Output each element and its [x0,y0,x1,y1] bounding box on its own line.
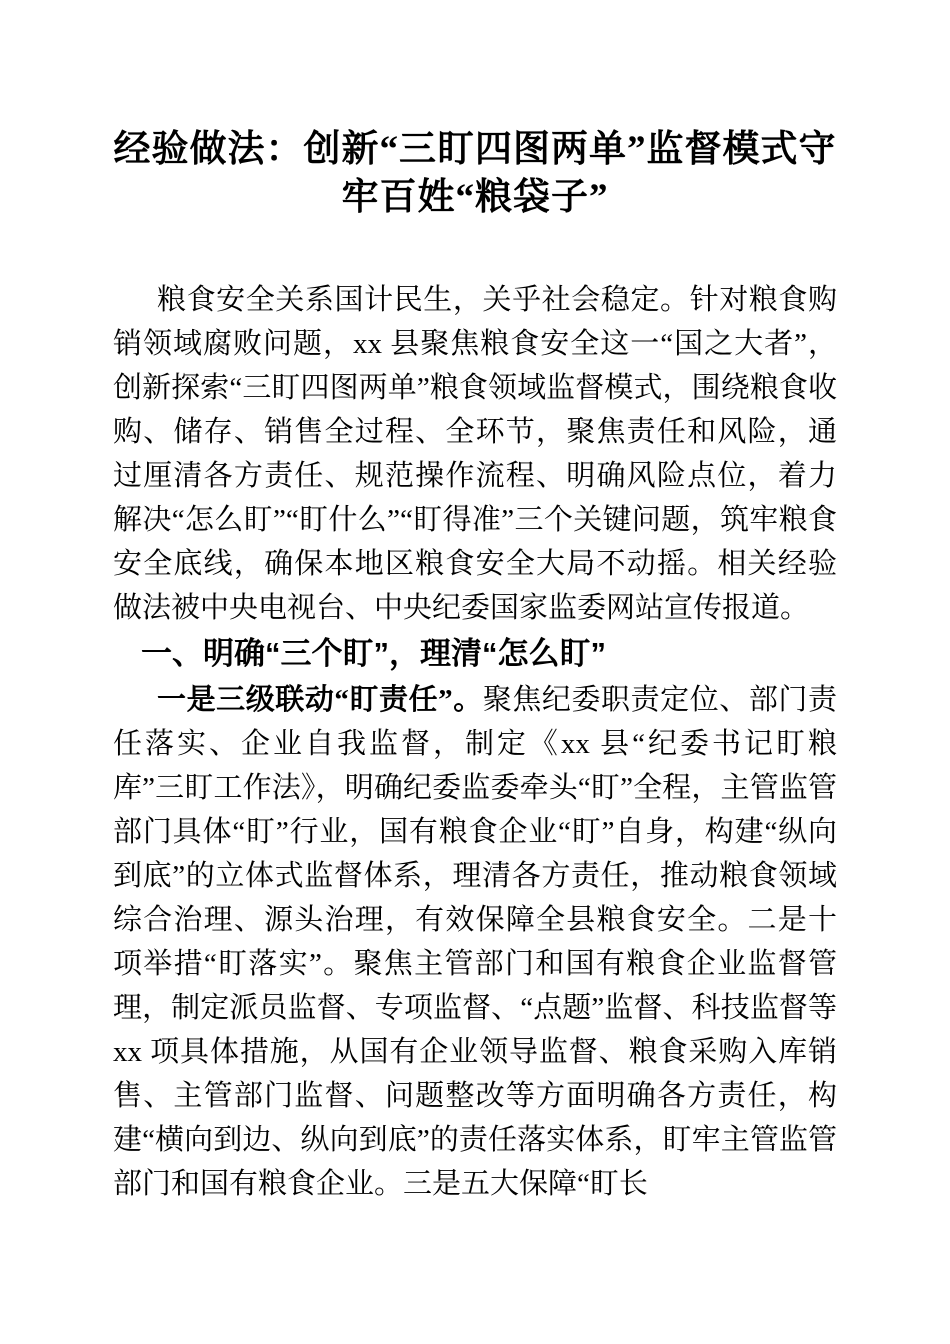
text-run: 粮食安全关系国计民生，关乎社会稳定。针对粮食购销领域腐败问题，xx 县聚焦粮食安全这一“国之大者”，创新探索“三盯四图两单”粮食领域监督模式，围绕粮食收购、储存、销售全过程、全环节，聚焦责任和风险，通过厘清各方责任、规范操作流程、明确风险点位，着力解决“怎么盯”“盯什么”“盯得准”三个关键问题，筑牢粮食安全底线，确保本地区粮食安全大局不动摇。相关经验做法被中央电视台、中央纪委国家监委网站宣传报道。 [113,284,837,624]
text-run: 聚焦纪委职责定位、部门责任落实、企业自我监督，制定《xx 县“纪委书记盯粮库”三盯工作法》，明确纪委监委牵头“盯”全程，主管监管部门具体“盯”行业，国有粮食企业“盯”自身，构建“纵向到底”的立体式监督体系，理清各方责任，推动粮食领域综合治理、源头治理，有效保障全县粮食安全。二是十项举措“盯落实”。聚焦主管部门和国有粮食企业监督管理，制定派员监督、专项监督、“点题”监督、科技监督等xx 项具体措施，从国有企业领导监督、粮食采购入库销售、主管部门监督、问题整改等方面明确各方责任，构建“横向到边、纵向到底”的责任落实体系，盯牢主管监管部门和国有粮食企业。三是五大保障“盯长 [113,684,837,1200]
paragraph [113,278,837,630]
paragraph [113,678,837,1206]
bold-text-run: 一是三级联动“盯责任”。 [157,684,483,716]
document-body [113,278,837,1206]
document-title: 经验做法：创新“三盯四图两单”监督模式守牢百姓“粮袋子” [113,129,837,218]
section-heading [113,630,837,678]
bold-text-run: 一、明确“三个盯”，理清“怎么盯” [141,636,606,671]
